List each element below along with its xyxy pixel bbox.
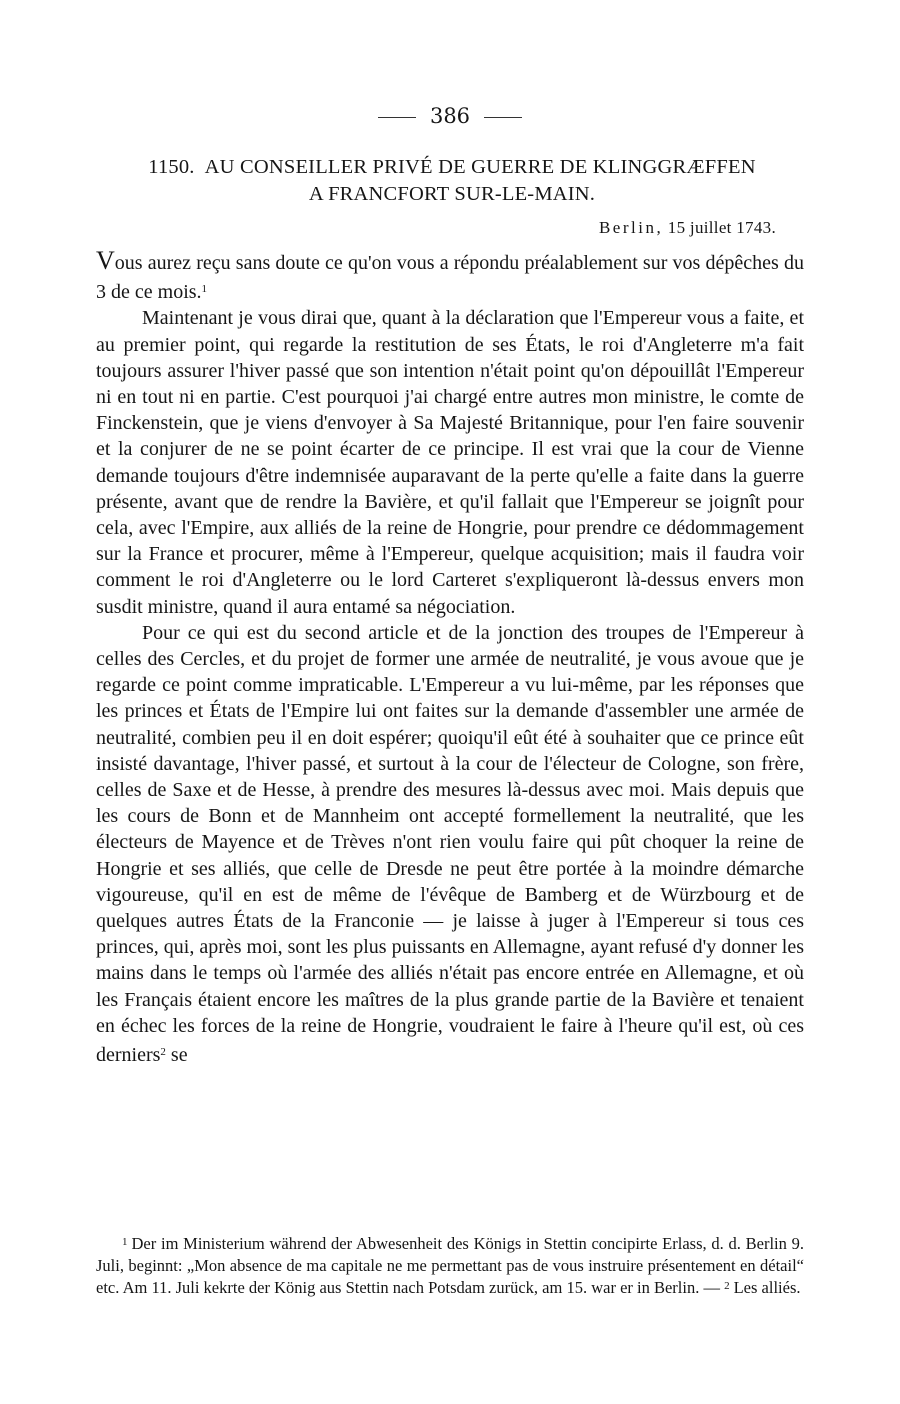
footnote-1-mark: 1 [122, 1236, 128, 1248]
paragraph-3-end: se [170, 1044, 188, 1067]
footnote-ref-1: 1 [201, 283, 208, 296]
heading-title-2: A FRANCFORT SUR-LE-MAIN. [308, 183, 596, 205]
heading-line-1 [96, 154, 808, 181]
dash-left [378, 117, 416, 118]
dateline [599, 218, 776, 238]
paragraph-3 [96, 620, 804, 1068]
footnote-1-text: Der im Ministerium während der Abwesenheit des Königs in Stettin concipirte Erlass, d. d. Berlin 9. Juli, beginnt: „Mon absence de ma capitale ne me permettant pas de vous instruire présentement en détail“ etc. Am 11. Juli kekrte der König aus Stettin nach Potsdam zurück, am 15. war er in Berlin. — [96, 1234, 804, 1297]
paragraph-2: Maintenant je vous dirai que, quant à la déclaration que l'Empereur vous a faite, et au premier point, qui regarde la restitution de ses États, le roi d'Angleterre m'a fait toujours assurer l'hiver passé que son intention n'était point qu'on dépouillât l'Empereur ni en tout ni en partie. C'est pourquoi j'ai chargé entre autres mon ministre, le comte de Finckenstein, que je viens d'envoyer à Sa Majesté Britannique, pour l'en faire souvenir et la conjurer de ne se point écarter de ce principe. Il est vrai que la cour de Vienne demande toujours d'être indemnisée auparavant de la perte qu'elle a faite dans la guerre présente, avant que de rendre la Bavière, et qu'il fallait que l'Empereur se joignît pour cela, avec l'Empire, aux alliés de la reine de Hongrie, pour prendre ce dédommagement sur la France et procurer, même à l'Empereur, quelque acquisition; mais il faudra voir comment le roi d'Angleterre ou le lord Carteret s'expliqueront là-dessus envers mon susdit ministre, quand il aura entamé sa négociation. [96, 307, 804, 618]
letter-number: 1150. [148, 156, 195, 178]
dateline-place: Berlin, [598, 218, 664, 237]
footnote-1 [96, 1232, 804, 1299]
heading-title-1: AU CONSEILLER PRIVÉ DE GUERRE DE KLINGGRÆFFEN [204, 156, 756, 178]
dateline-date: 15 juillet 1743. [667, 218, 776, 237]
letter-heading [96, 154, 808, 208]
letter-body [96, 248, 804, 1068]
paragraph-1-text: ous aurez reçu sans doute ce qu'on vous a répondu préalablement sur vos dépêches du 3 de ce mois. [96, 252, 804, 304]
initial-letter: V [96, 246, 115, 275]
footnote-2-text: Les alliés. [733, 1278, 801, 1297]
paragraph-1 [96, 248, 804, 305]
page-number-line [0, 104, 900, 128]
footnote-ref-2: 2 [160, 1046, 166, 1059]
dash-right [484, 117, 522, 118]
paragraph-3-text: Pour ce qui est du second article et de la jonction des troupes de l'Empereur à celles des Cercles, et du projet de former une armée de neutralité, je vous avoue que je regarde ce point comme impraticable. L'Empereur a vu lui-même, par les réponses que les princes et États de l'Empire lui ont faites sur la demande d'assembler une armée de neutralité, combien peu il en doit espérer; quoiqu'il eût été à souhaiter que ce prince eût insisté davantage, l'hiver passé, et surtout à la cour de l'électeur de Cologne, son frère, celles de Saxe et de Hesse, à prendre des mesures là-dessus avec moi. Mais depuis que les cours de Bonn et de Mannheim ont accepté formellement la neutralité, que les électeurs de Mayence et de Trèves n'ont rien voulu faire qui pût choquer la reine de Hongrie et ses alliés, que celle de Dresde ne peut être portée à la moindre démarche vigoureuse, qu'il en est de même de l'évêque de Bamberg et de Würzbourg et de quelques autres États de la Franconie — je laisse à juger à l'Empereur si tous ces princes, qui, après moi, sont les plus puissants en Allemagne, ayant refusé d'y donner les mains dans le temps où l'armée des alliés n'était pas encore entrée en Allemagne, et où les Français étaient encore les maîtres de la plus grande partie de la Bavière et tenaient en échec les forces de la reine de Hongrie, voudraient le faire à l'heure qu'il est, où ces derniers [96, 621, 804, 1067]
page-number: 386 [429, 104, 471, 128]
footnotes [96, 1232, 804, 1299]
footnote-2-mark: 2 [724, 1280, 730, 1292]
